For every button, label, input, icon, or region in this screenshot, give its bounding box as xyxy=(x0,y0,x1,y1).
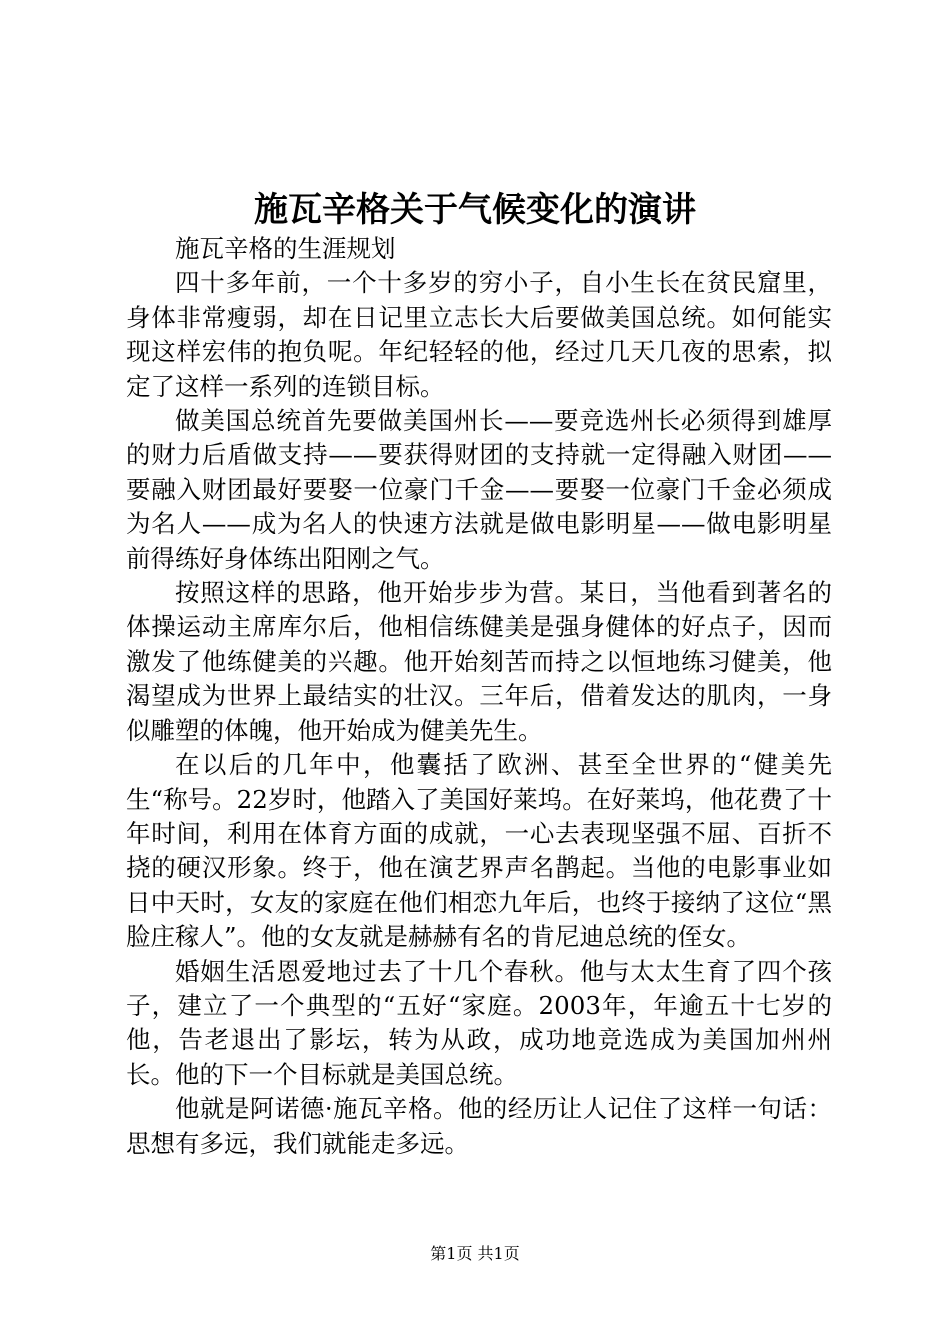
paragraph: 他就是阿诺德·施瓦辛格。他的经历让人记住了这样一句话：思想有多远，我们就能走多远。 xyxy=(126,1094,832,1158)
paragraph: 在以后的几年中，他囊括了欧洲、甚至全世界的“健美先生“称号。22岁时，他踏入了美国好莱坞。在好莱坞，他花费了十年时间，利用在体育方面的成就，一心去表现坚强不屈、百折不挠的硬汉形象。终于，他在演艺界声名鹊起。当他的电影事业如日中天时，女友的家庭在他们相恋九年后，也终于接纳了这位“黑脸庄稼人”。他的女友就是赫赫有名的肯尼迪总统的侄女。 xyxy=(126,750,832,952)
page-number-footer: 第1页 共1页 xyxy=(430,1244,520,1263)
paragraph-subtitle: 施瓦辛格的生涯规划 xyxy=(175,234,396,263)
paragraph: 按照这样的思路，他开始步步为营。某日，当他看到著名的体操运动主席库尔后，他相信练健美是强身健体的好点子，因而激发了他练健美的兴趣。他开始刻苦而持之以恒地练习健美，他渴望成为世界上最结实的壮汉。三年后，借着发达的肌肉，一身似雕塑的体魄，他开始成为健美先生。 xyxy=(126,578,832,745)
document-title: 施瓦辛格关于气候变化的演讲 xyxy=(254,190,696,230)
document-body xyxy=(126,232,832,1161)
paragraph: 婚姻生活恩爱地过去了十几个春秋。他与太太生育了四个孩子，建立了一个典型的“五好“家庭。2003年，年逾五十七岁的他，告老退出了影坛，转为从政，成功地竞选成为美国加州州长。他的下一个目标就是美国总统。 xyxy=(126,956,832,1089)
paragraph: 做美国总统首先要做美国州长——要竞选州长必须得到雄厚的财力后盾做支持——要获得财团的支持就一定得融入财团——要融入财团最好要娶一位豪门千金——要娶一位豪门千金必须成为名人——成为名人的快速方法就是做电影明星——做电影明星前得练好身体练出阳刚之气。 xyxy=(126,406,832,573)
paragraph: 四十多年前，一个十多岁的穷小子，自小生长在贫民窟里，身体非常瘦弱，却在日记里立志长大后要做美国总统。如何能实现这样宏伟的抱负呢。年纪轻轻的他，经过几天几夜的思索，拟定了这样一系列的连锁目标。 xyxy=(126,268,832,401)
